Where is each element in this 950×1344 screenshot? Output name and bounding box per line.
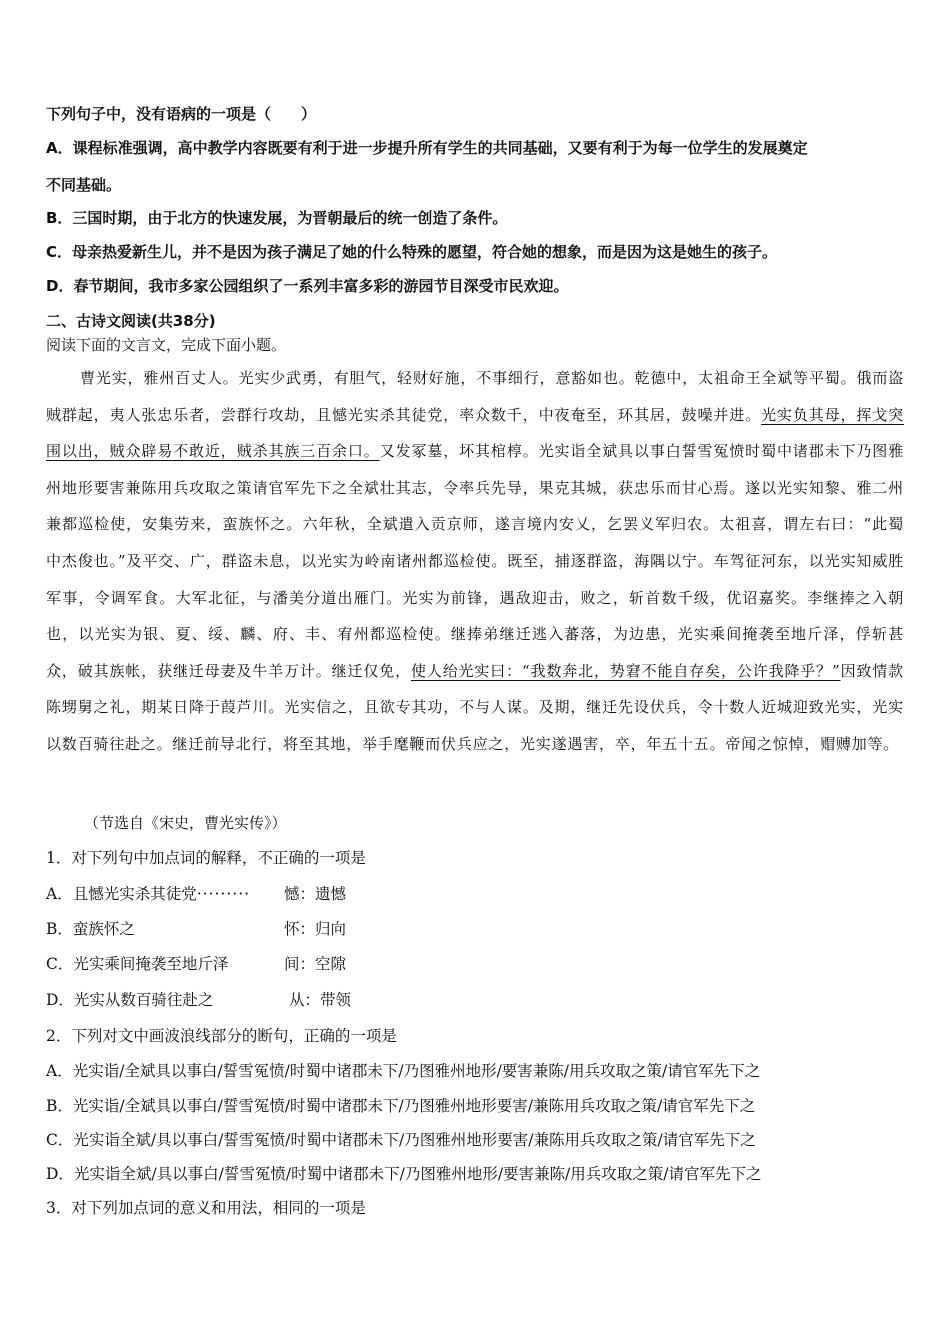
- q2-option-d: D．光实诣全斌/具以事白/誓雪冤愤/时蜀中诸郡未下/乃图雅州地形/要害兼陈/用兵攻取之策/请官军先下之: [46, 1165, 762, 1183]
- q1-option-c-text: C．光实乘间掩袭至地斤泽: [46, 955, 229, 973]
- emphasis-dots: ·········: [196, 885, 251, 903]
- q1-option-d-gloss: 从：带领: [289, 991, 352, 1009]
- passage-part-3: 因致情款陈甥舅之礼，期某日降于葭芦川。光实信之，且欲专其功，不与人谋。及期，继迁先设伏兵，令十数人近城迎致光实，光实以数百骑往赴之。继迁前导北行，将至其地，举手麾鞭而伏兵应之，光实遂遇害，卒，年五十五。帝闻之惊悼，赗赙加等。: [46, 661, 904, 753]
- q1-option-d-text: D．光实从数百骑往赴之: [46, 991, 214, 1009]
- passage-part-1: 曹光实，雅州百丈人。光实少武勇，有胆气，轻财好施，不事细行，意豁如也。乾德中，太祖命王全斌等平蜀。俄而盗贼群起，夷人张忠乐者，尝群行攻劫，且憾光实杀其徒党，率众数千，中夜奄至，环其居，鼓噪并进。: [46, 369, 904, 424]
- q1-option-b: [46, 917, 446, 939]
- q2-option-b: B．光实诣/全斌具以事白/誓雪冤愤/时蜀中诸郡未下/乃图雅州地形要害/兼陈用兵攻取之策/请官军先下之: [46, 1097, 756, 1115]
- q1-option-b-gloss: 怀：归向: [284, 920, 347, 938]
- passage-source: （节选自《宋史，曹光实传》）: [84, 814, 287, 832]
- option-a-line1: A．课程标准强调，高中教学内容既要有利于进一步提升所有学生的共同基础，又要有利于为每一位学生的发展奠定: [46, 139, 808, 157]
- q1-option-d: [46, 988, 446, 1010]
- q2-option-a: A．光实诣/全斌具以事白/誓雪冤愤/时蜀中诸郡未下/乃图雅州地形/要害兼陈/用兵攻取之策/请官军先下之: [46, 1062, 761, 1080]
- option-c: C．母亲热爱新生儿，并不是因为孩子满足了她的什么特殊的愿望，符合她的想象，而是因为这是她生的孩子。: [46, 243, 778, 261]
- passage-underlined-1: 光实负其母，挥戈突围以出，贼众辟易不敢近，贼杀其族三百余口。: [46, 405, 905, 461]
- q1-option-c: [46, 952, 446, 974]
- question-stem-sick-sentence: 下列句子中，没有语病的一项是（ ）: [46, 105, 317, 123]
- q1-option-a: [46, 882, 347, 904]
- q1-option-b-text: B．蛮族怀之: [46, 920, 135, 938]
- q1-option-a-gloss: 憾：遗憾: [284, 885, 347, 903]
- q2-option-c: C．光实诣全斌/具以事白/誓雪冤愤/时蜀中诸郡未下/乃图雅州地形要害/兼陈用兵攻取之策/请官军先下之: [46, 1131, 756, 1149]
- option-a-line2: 不同基础。: [46, 176, 122, 194]
- passage-part-2: 又发冢墓，坏其棺椁。光实诣全斌具以事白誓雪冤愤时蜀中诸郡未下乃图雅州地形要害兼陈用兵攻取之策请官军先下之全斌壮其志，令率兵先导，果克其城，获忠乐而甘心焉。遂以光实知黎、雅二州兼都巡检使，安集劳来，蛮族怀之。六年秋，全斌遣入贡京师，遂言境内安乂，乞罢义军归农。太祖喜，谓左右曰：“此蜀中杰俊也。”及平交、广，群盗未息，以光实为岭南诸州都巡检使。既至，捕逐群盗，海隅以宁。车驾征河东，以光实知威胜军事，令调军食。大军北征，与潘美分道出雁门。光实为前锋，遇敌迎击，败之，斩首数千级，优诏嘉奖。李继捧之入朝也，以光实为银、夏、绥、麟、府、丰、宥州都巡检使。继捧弟继迁逃入蕃落，为边患，光实乘间掩袭至地斤泽，俘斩甚众，破其族帐，获继迁母妻及牛羊万计。继迁仅免，: [46, 442, 904, 680]
- option-d: D．春节期间，我市多家公园组织了一系列丰富多彩的游园节目深受市民欢迎。: [46, 277, 569, 295]
- q1-stem: 1．对下列句中加点词的解释，不正确的一项是: [46, 849, 366, 867]
- option-b: B．三国时期，由于北方的快速发展，为晋朝最后的统一创造了条件。: [46, 209, 508, 227]
- q1-option-c-gloss: 间：空隙: [284, 955, 347, 973]
- q1-option-a-text: A．且憾光实杀其徒党: [46, 885, 197, 903]
- passage-underlined-2: 使人绐光实曰：“我数奔北，势窘不能自存矣，公许我降乎？”: [410, 661, 841, 680]
- q3-stem: 3．对下列加点词的意义和用法，相同的一项是: [46, 1199, 366, 1217]
- q2-stem: 2．下列对文中画波浪线部分的断句，正确的一项是: [46, 1027, 397, 1045]
- classical-passage: [46, 360, 904, 763]
- section-instruction: 阅读下面的文言文，完成下面小题。: [46, 336, 287, 354]
- section-heading: 二、古诗文阅读(共38分): [46, 312, 216, 330]
